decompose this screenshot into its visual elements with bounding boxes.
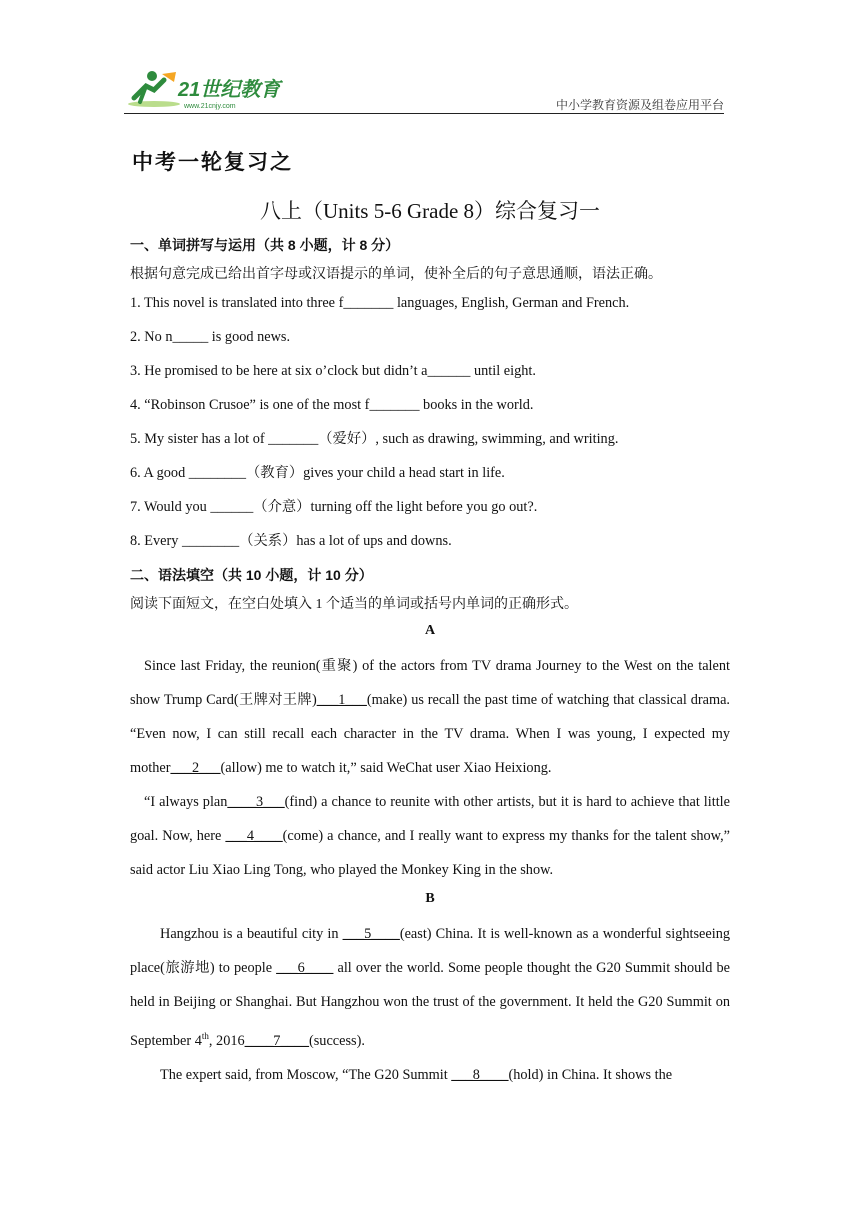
blank-7: ____7____ [244, 1032, 309, 1049]
passage-text: (east) China. It is well-known as a wonderful sightseeing place(旅游地) to people [130, 926, 730, 976]
site-logo [124, 68, 294, 112]
question-5: 5. My sister has a lot of _______（爱好）, such as drawing, swimming, and writing. [130, 431, 619, 447]
svg-text:21世纪教育: 21世纪教育 [178, 79, 281, 101]
blank-8: ___8____ [451, 1066, 509, 1083]
platform-name: 中小学教育资源及组卷应用平台 [555, 98, 724, 112]
blank-6: ___6____ [276, 960, 334, 976]
passage-text: , 2016 [208, 1032, 245, 1049]
passage-text: Since last Friday, the reunion(重聚) of the actors from TV drama Journey to the West on the talent show Trump Card(王牌对王牌) [130, 658, 730, 708]
question-4: 4. “Robinson Crusoe” is one of the most f_______ books in the world. [130, 397, 534, 413]
passage-text: (success). [308, 1032, 365, 1049]
passage-text: (hold) in China. It shows the [508, 1066, 673, 1083]
blank-1: ___1___ [316, 692, 367, 708]
question-7: 7. Would you ______（介意）turning off the light before you go out?. [130, 499, 538, 515]
passage-text: all over the world. Some people thought the G20 Summit should be held in Beijing or Shanghai. But Hangzhou won the trust of the government. It held the G20 Summit on September 4 [130, 960, 730, 1049]
passage-text: (come) a chance, and I really want to express my thanks for the talent show,” said actor Liu Xiao Ling Tong, who played the Monkey King in the show. [130, 828, 730, 878]
passage-text: “I always plan [144, 794, 228, 810]
passage-text: (find) a chance to reunite with other artists, but it is hard to achieve that little goal. Now, here [130, 794, 731, 844]
passage-a-paragraph-2 [130, 785, 730, 887]
question-8: 8. Every ________（关系）has a lot of ups and downs. [130, 533, 452, 549]
passage-text: Hangzhou is a beautiful city in [160, 926, 343, 942]
pre-title: 中考一轮复习之 [132, 150, 293, 174]
section1-instruction: 根据句意完成已给出首字母或汉语提示的单词，使补全后的句子意思通顺，语法正确。 [130, 267, 662, 282]
passage-b-paragraph-1 [130, 917, 730, 1058]
page-title: 八上（Units 5-6 Grade 8）综合复习一 [259, 199, 601, 223]
passage-a-paragraph-1 [130, 649, 730, 785]
passage-text: The expert said, from Moscow, “The G20 Summit [160, 1066, 452, 1083]
passage-a-label: A [424, 623, 436, 638]
page-header [124, 68, 724, 116]
passage-b-paragraph-2 [130, 1058, 730, 1092]
question-2: 2. No n_____ is good news. [130, 329, 291, 345]
header-rule [124, 113, 724, 114]
svg-text:www.21cnjy.com: www.21cnjy.com [184, 103, 236, 110]
question-3: 3. He promised to be here at six o’clock but didn’t a______ until eight. [130, 363, 536, 379]
question-6: 6. A good ________（教育）gives your child a head start in life. [130, 465, 505, 481]
section2-heading: 二、语法填空（共 10 小题，计 10 分） [130, 567, 373, 583]
passage-text: (allow) me to watch it,” said WeChat user Xiao Heixiong. [220, 760, 552, 776]
blank-4: ___4____ [225, 828, 283, 844]
section1-heading: 一、单词拼写与运用（共 8 小题，计 8 分） [130, 237, 400, 253]
blank-3: ____3___ [227, 794, 285, 810]
superscript: th [201, 1031, 209, 1041]
blank-2: ___2___ [170, 760, 221, 776]
section2-instruction: 阅读下面短文，在空白处填入 1 个适当的单词或括号内单词的正确形式。 [130, 597, 578, 612]
document-body [130, 146, 730, 1092]
blank-5: ___5____ [342, 926, 400, 942]
passage-text: (make) us recall the past time of watching that classical drama. “Even now, I can still recall each character in the TV drama. When I was young, I expected my mother [130, 692, 731, 776]
passage-b-label: B [425, 891, 435, 906]
question-1: 1. This novel is translated into three f_______ languages, English, German and French. [130, 295, 630, 311]
